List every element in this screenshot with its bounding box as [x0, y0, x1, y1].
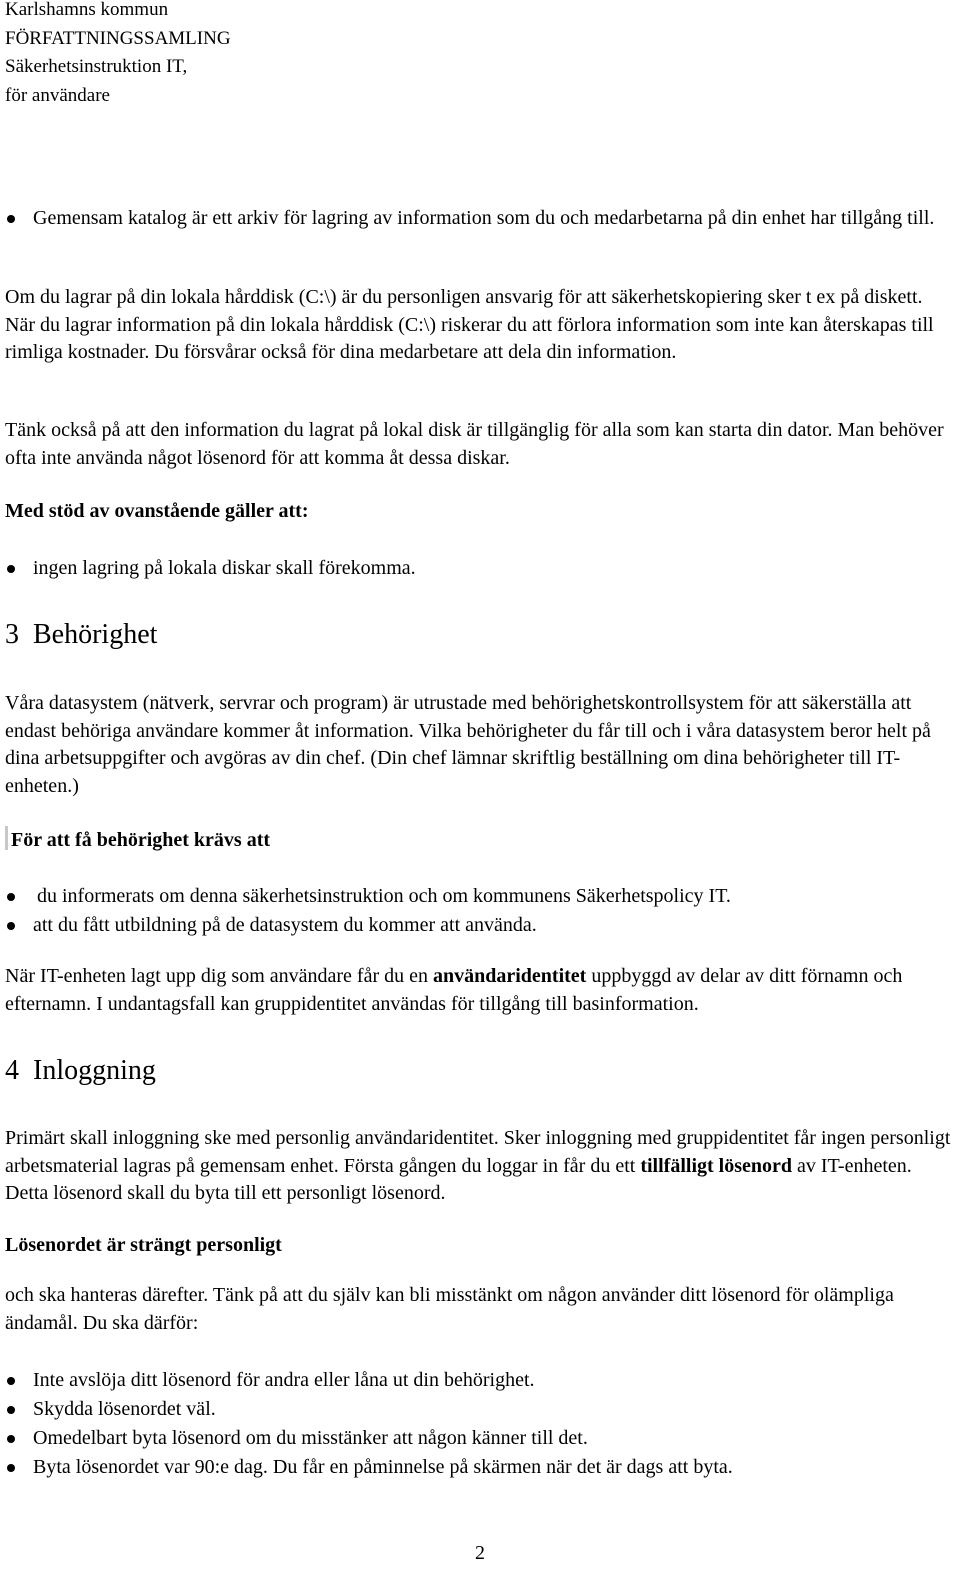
bullet-icon — [7, 565, 15, 573]
heading-for-att-fa-behorighet: För att få behörighet krävs att — [5, 826, 954, 855]
paragraph-primart: Primärt skall inloggning ske med personlig användaridentitet. Sker inloggning med gruppidentitet får ingen personligt arbetsmaterial lagras på gemensam enhet. Första gången du loggar in får du ett tillfälligt lösenord av IT-enheten. Detta lösenord skall du byta till ett personligt lösenord. — [5, 1127, 951, 1204]
page-number: 2 — [475, 1542, 485, 1564]
header-document-title: Säkerhetsinstruktion IT, — [5, 56, 188, 77]
header-collection: FÖRFATTNINGSSAMLING — [5, 27, 231, 49]
bullet-list-katalog — [5, 204, 954, 233]
document-header — [5, 0, 954, 110]
bullet-icon — [7, 893, 15, 901]
list-item: Skydda lösenordet väl. — [5, 1395, 954, 1424]
paragraph-local-disk: Om du lagrar på din lokala hårddisk (C:\) är du personligen ansvarig för att säkerhetskopiering sker t ex på diskett. När du lagrar information på din lokala hårddisk (C:\) riskerar du att förlora information som inte kan återskapas till rimliga kostnader. Du försvårar också för dina medarbetare att dela din information. — [5, 286, 934, 363]
section-number: 3 — [5, 619, 19, 650]
bullet-list-ingen — [5, 554, 954, 583]
section-number: 4 — [5, 1055, 19, 1086]
section-heading-inloggning — [5, 1053, 954, 1089]
bullet-icon — [7, 215, 15, 223]
list-item: att du fått utbildning på de datasystem du kommer att använda. — [5, 911, 954, 940]
header-audience: för användare — [5, 84, 110, 106]
bullet-list-losenord — [5, 1366, 954, 1482]
list-item: Inte avslöja ditt lösenord för andra eller låna ut din behörighet. — [5, 1366, 954, 1395]
bullet-icon — [7, 1406, 15, 1414]
section-title: Behörighet — [33, 619, 158, 650]
header-municipality: Karlshamns kommun — [5, 0, 169, 20]
section-heading-behorighet — [5, 617, 954, 653]
paragraph-hanteras: och ska hanteras därefter. Tänk på att du själv kan bli misstänkt om någon använder ditt lösenord för olämpliga ändamål. Du ska därför: — [5, 1284, 894, 1334]
list-item: du informerats om denna säkerhetsinstruktion och om kommunens Säkerhetspolicy IT. — [5, 882, 954, 911]
paragraph-datasystem: Våra datasystem (nätverk, servrar och program) är utrustade med behörighetskontrollsystem för att säkerställa att endast behöriga användare kommer åt information. Vilka behörigheter du får till och i våra datasystem beror helt på dina arbetsuppgifter och avgöras av din chef. (Din chef lämnar skriftlig beställning om dina behörigheter till IT-enheten.) — [5, 692, 931, 797]
heading-med-stod: Med stöd av ovanstående gäller att: — [5, 500, 309, 522]
heading-losenord-personligt: Lösenordet är strängt personligt — [5, 1234, 282, 1256]
revision-bar — [5, 826, 8, 850]
paragraph-think-also: Tänk också på att den information du lagrat på lokal disk är tillgänglig för alla som kan starta din dator. Man behöver ofta inte använda något lösenord för att komma åt dessa diskar. — [5, 419, 944, 469]
bullet-icon — [7, 1377, 15, 1385]
paragraph-anvandaridentitet: När IT-enheten lagt upp dig som användare får du en användaridentitet uppbyggd av delar av ditt förnamn och efternamn. I undantagsfall kan gruppidentitet användas för tillgång till basinformation. — [5, 965, 903, 1015]
bullet-icon — [7, 922, 15, 930]
bullet-icon — [7, 1464, 15, 1472]
list-item: Byta lösenordet var 90:e dag. Du får en påminnelse på skärmen när det är dags att byta. — [5, 1453, 954, 1482]
list-item: Gemensam katalog är ett arkiv för lagring av information som du och medarbetarna på din enhet har tillgång till. — [5, 204, 954, 233]
section-title: Inloggning — [33, 1055, 156, 1086]
bullet-list-behorighet — [5, 882, 954, 940]
list-item: ingen lagring på lokala diskar skall förekomma. — [5, 554, 954, 583]
list-item: Omedelbart byta lösenord om du misstänker att någon känner till det. — [5, 1424, 954, 1453]
bullet-icon — [7, 1435, 15, 1443]
